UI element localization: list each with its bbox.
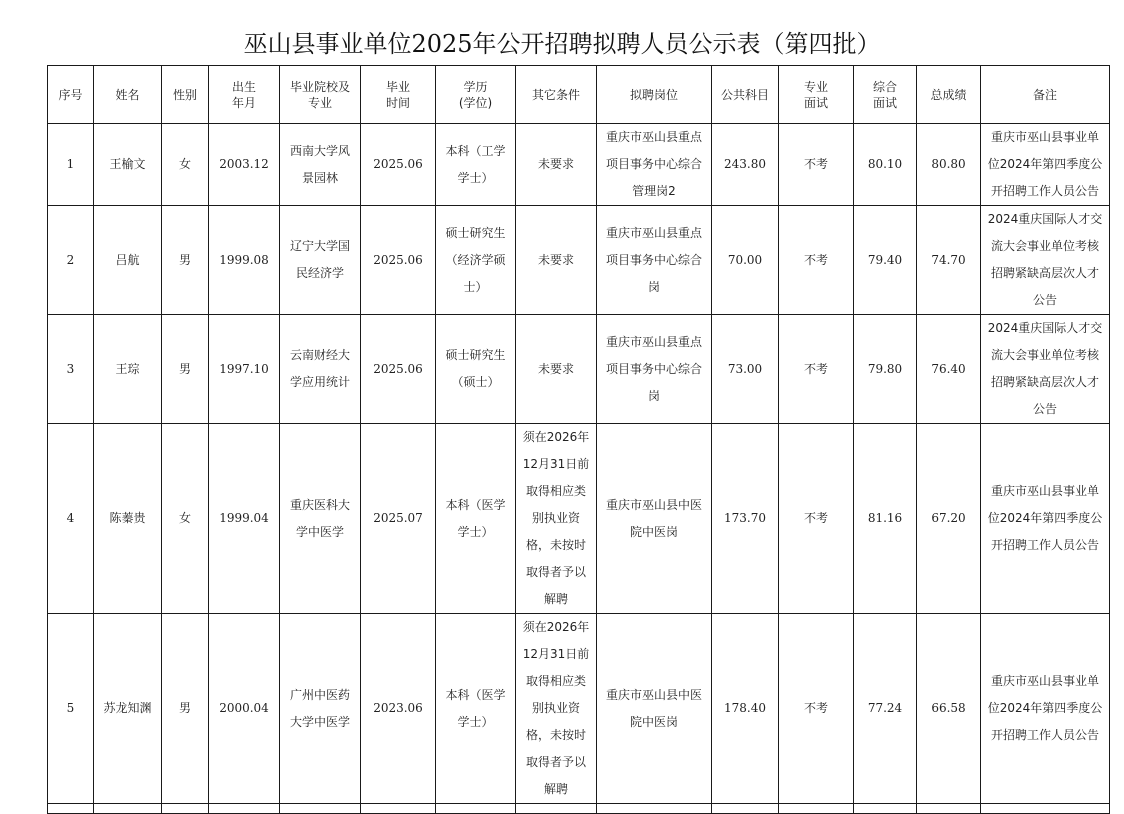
cell-prof: 不考 — [779, 315, 854, 424]
cell-prof: 不考 — [779, 614, 854, 804]
cell-birth: 1997.10 — [209, 315, 280, 424]
cell-gender: 男 — [162, 614, 209, 804]
cell-other: 未要求 — [516, 206, 597, 315]
cell-gender: 女 — [162, 124, 209, 206]
cell-prof: 不考 — [779, 206, 854, 315]
cell-name: 陈蓁贵 — [94, 424, 162, 614]
cell-name: 吕航 — [94, 206, 162, 315]
col-header-name: 姓名 — [94, 66, 162, 124]
cell-birth: 1999.08 — [209, 206, 280, 315]
cell-grad: 2025.07 — [361, 424, 436, 614]
cell-public: 178.40 — [712, 614, 779, 804]
cell-comp: 81.16 — [854, 424, 917, 614]
table-row — [48, 206, 1110, 315]
cell-seq: 4 — [48, 424, 94, 614]
cell-gender: 女 — [162, 424, 209, 614]
table-row-partial — [48, 804, 1110, 814]
cell-remark: 2024重庆国际人才交流大会事业单位考核招聘紧缺高层次人才公告 — [981, 315, 1110, 424]
cell-degree: 本科（医学学士） — [436, 424, 516, 614]
cell-degree: 硕士研究生（经济学硕士） — [436, 206, 516, 315]
cell-birth: 2003.12 — [209, 124, 280, 206]
cell-seq: 5 — [48, 614, 94, 804]
cell-seq: 2 — [48, 206, 94, 315]
col-header-grad: 毕业 时间 — [361, 66, 436, 124]
cell-total: 67.20 — [917, 424, 981, 614]
cell-remark: 重庆市巫山县事业单位2024年第四季度公开招聘工作人员公告 — [981, 614, 1110, 804]
cell-other: 须在2026年12月31日前取得相应类别执业资格，未按时取得者予以解聘 — [516, 614, 597, 804]
col-header-total: 总成绩 — [917, 66, 981, 124]
cell-birth: 1999.04 — [209, 424, 280, 614]
cell-school: 辽宁大学国民经济学 — [280, 206, 361, 315]
col-header-public: 公共科目 — [712, 66, 779, 124]
cell-remark: 重庆市巫山县事业单位2024年第四季度公开招聘工作人员公告 — [981, 124, 1110, 206]
cell-grad: 2025.06 — [361, 124, 436, 206]
cell-total: 74.70 — [917, 206, 981, 315]
cell-birth: 2000.04 — [209, 614, 280, 804]
cell-seq: 3 — [48, 315, 94, 424]
col-header-degree: 学历 (学位) — [436, 66, 516, 124]
cell-grad: 2025.06 — [361, 206, 436, 315]
col-header-birth: 出生 年月 — [209, 66, 280, 124]
cell-grad: 2023.06 — [361, 614, 436, 804]
cell-seq: 1 — [48, 124, 94, 206]
cell-other: 未要求 — [516, 124, 597, 206]
cell-gender: 男 — [162, 315, 209, 424]
col-header-gender: 性别 — [162, 66, 209, 124]
roster-table — [47, 65, 1110, 814]
cell-degree: 本科（医学学士） — [436, 614, 516, 804]
cell-total: 80.80 — [917, 124, 981, 206]
cell-public: 243.80 — [712, 124, 779, 206]
cell-remark: 重庆市巫山县事业单位2024年第四季度公开招聘工作人员公告 — [981, 424, 1110, 614]
cell-prof: 不考 — [779, 424, 854, 614]
cell-position: 重庆市巫山县中医院中医岗 — [597, 614, 712, 804]
col-header-school: 毕业院校及 专业 — [280, 66, 361, 124]
cell-other: 须在2026年12月31日前取得相应类别执业资格，未按时取得者予以解聘 — [516, 424, 597, 614]
cell-comp: 80.10 — [854, 124, 917, 206]
cell-total: 66.58 — [917, 614, 981, 804]
cell-name: 王榆文 — [94, 124, 162, 206]
cell-public: 70.00 — [712, 206, 779, 315]
col-header-comp: 综合 面试 — [854, 66, 917, 124]
cell-school: 广州中医药大学中医学 — [280, 614, 361, 804]
cell-comp: 79.40 — [854, 206, 917, 315]
col-header-remark: 备注 — [981, 66, 1110, 124]
table-header-row — [48, 66, 1110, 124]
cell-school: 西南大学风景园林 — [280, 124, 361, 206]
cell-degree: 本科（工学学士） — [436, 124, 516, 206]
cell-degree: 硕士研究生（硕士） — [436, 315, 516, 424]
cell-position: 重庆市巫山县中医院中医岗 — [597, 424, 712, 614]
table-row — [48, 614, 1110, 804]
cell-position: 重庆市巫山县重点项目事务中心综合岗 — [597, 315, 712, 424]
cell-prof: 不考 — [779, 124, 854, 206]
table-row — [48, 424, 1110, 614]
cell-public: 73.00 — [712, 315, 779, 424]
col-header-prof: 专业 面试 — [779, 66, 854, 124]
cell-school: 重庆医科大学中医学 — [280, 424, 361, 614]
table-row — [48, 315, 1110, 424]
cell-name: 王琮 — [94, 315, 162, 424]
col-header-seq: 序号 — [48, 66, 94, 124]
table-row — [48, 124, 1110, 206]
cell-school: 云南财经大学应用统计 — [280, 315, 361, 424]
cell-remark: 2024重庆国际人才交流大会事业单位考核招聘紧缺高层次人才公告 — [981, 206, 1110, 315]
cell-comp: 77.24 — [854, 614, 917, 804]
cell-name: 苏龙知渊 — [94, 614, 162, 804]
cell-comp: 79.80 — [854, 315, 917, 424]
cell-gender: 男 — [162, 206, 209, 315]
cell-grad: 2025.06 — [361, 315, 436, 424]
cell-public: 173.70 — [712, 424, 779, 614]
page-title: 巫山县事业单位2025年公开招聘拟聘人员公示表（第四批） — [243, 30, 881, 58]
cell-position: 重庆市巫山县重点项目事务中心综合岗 — [597, 206, 712, 315]
col-header-position: 拟聘岗位 — [597, 66, 712, 124]
cell-total: 76.40 — [917, 315, 981, 424]
cell-other: 未要求 — [516, 315, 597, 424]
cell-position: 重庆市巫山县重点项目事务中心综合管理岗2 — [597, 124, 712, 206]
col-header-other: 其它条件 — [516, 66, 597, 124]
